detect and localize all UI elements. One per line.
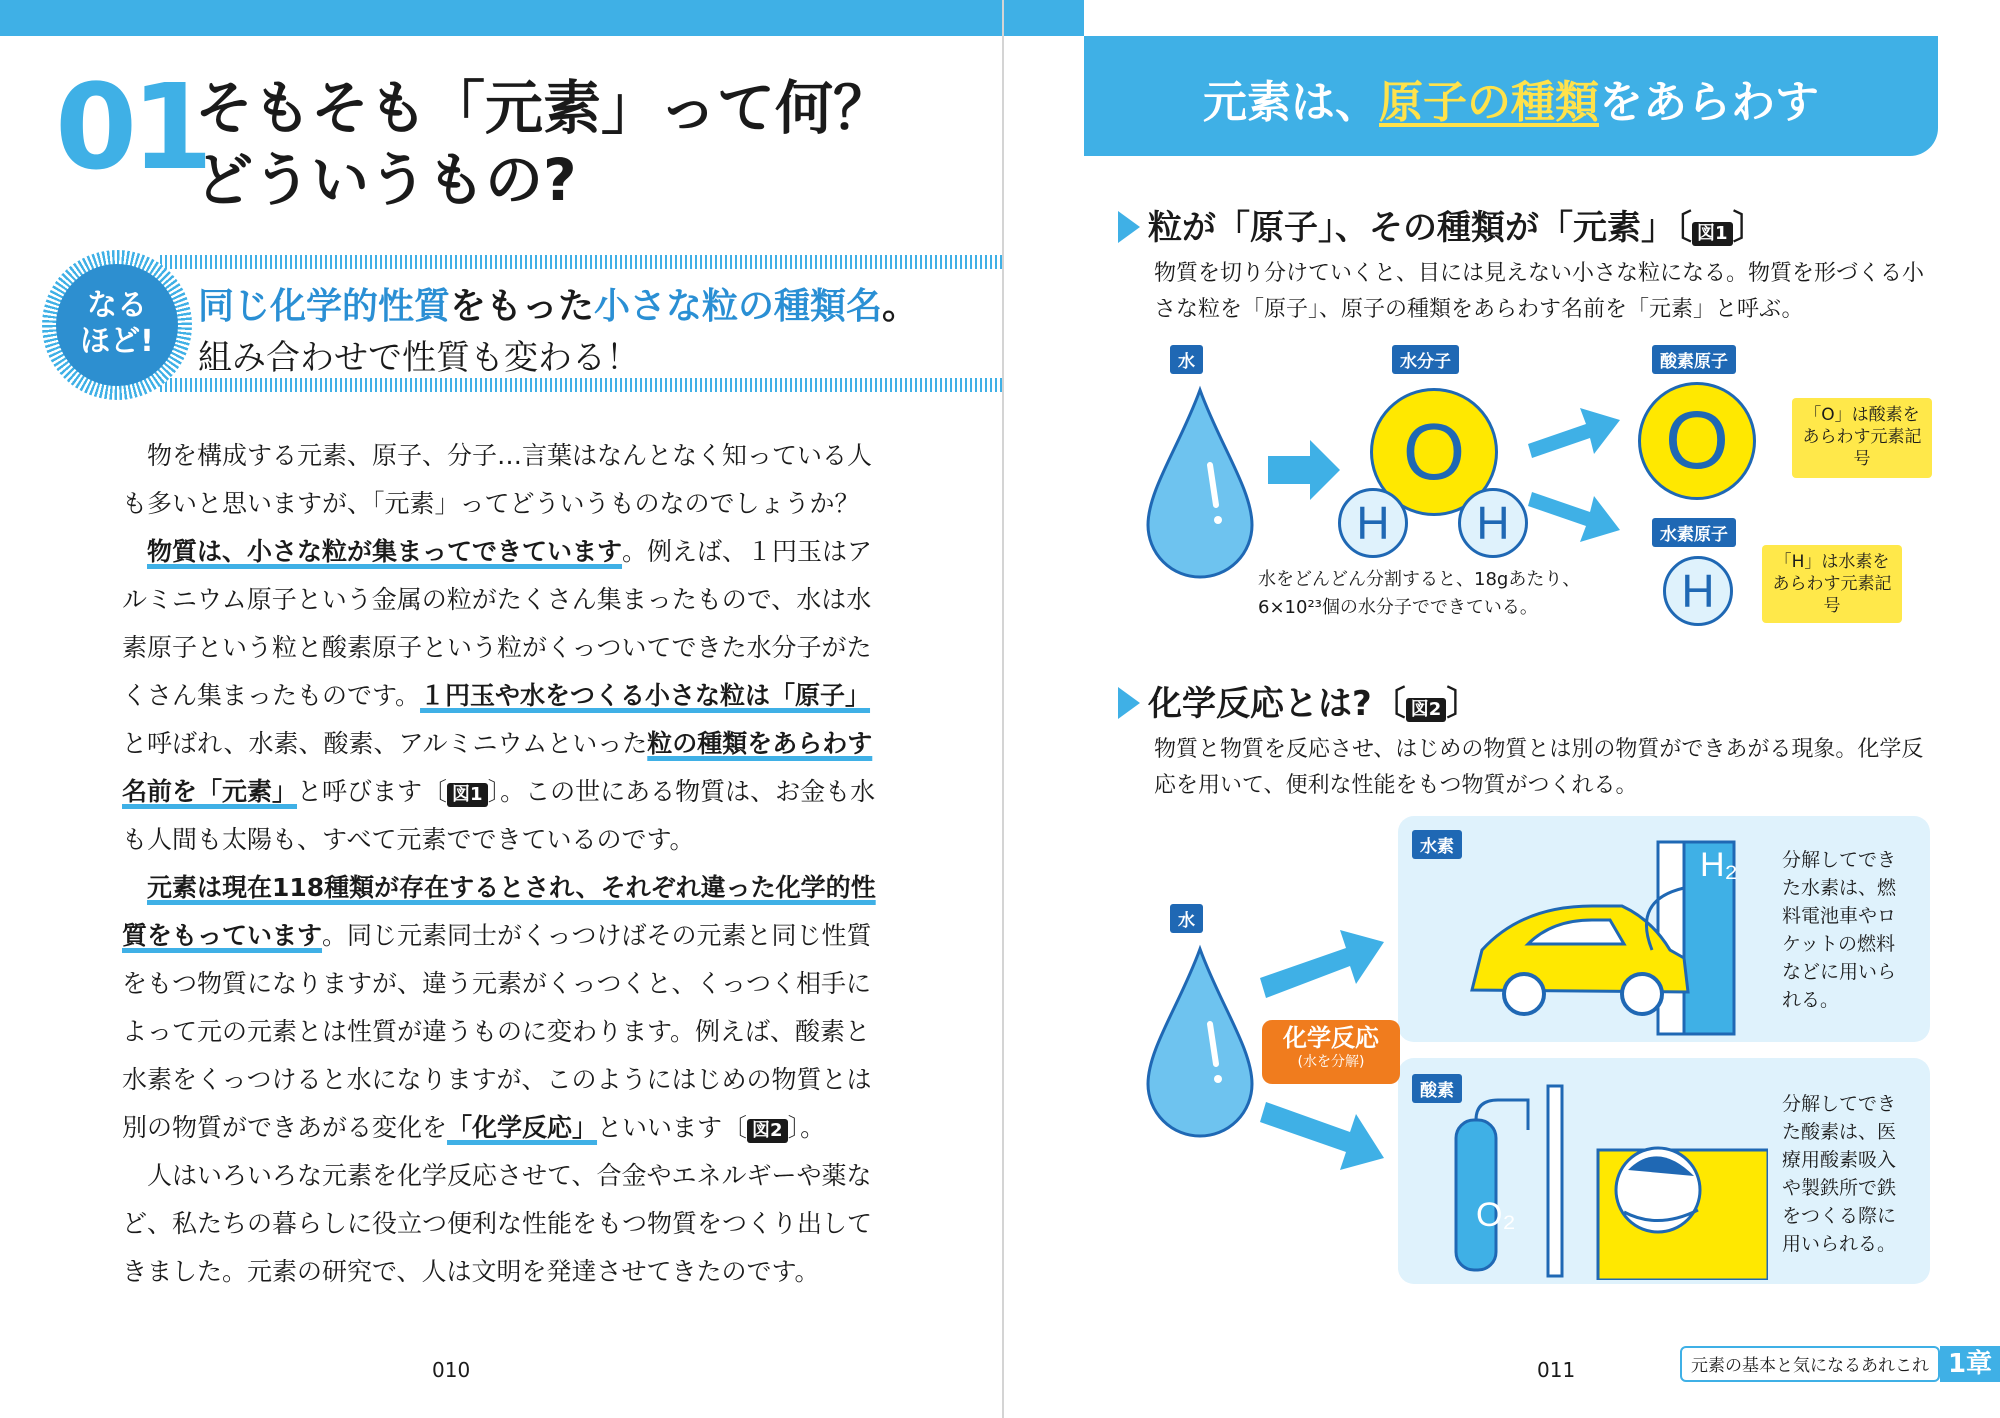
section-1-ref: 図1 (1692, 222, 1733, 246)
oxygen-atom-icon: O (1638, 382, 1756, 500)
tag-water-molecule: 水分子 (1392, 345, 1459, 374)
hydrogen-atom-icon: H (1458, 488, 1528, 558)
arrow-right-icon (1268, 440, 1340, 500)
section-2-ref: 図2 (1406, 698, 1447, 722)
text-run: 〕。この世にある物質は、お金も水も人間も太陽も、すべて元素でできているのです。 (122, 777, 876, 854)
tag-water-2: 水 (1170, 904, 1203, 933)
section-number: 01 (55, 58, 208, 196)
lead-line-1 (198, 278, 918, 329)
arrow-down-right-icon (1528, 490, 1620, 550)
reaction-subtitle: (水を分解) (1297, 1054, 1365, 1070)
caption-line-1: 水をどんどん分割すると、18gあたり、 (1258, 569, 1581, 590)
top-color-bar (0, 0, 1004, 36)
oxygen-atom-icon: O (1370, 388, 1498, 516)
paragraph-3 (122, 864, 892, 1152)
arrow-up-right-icon (1260, 924, 1384, 1000)
arrow-up-right-icon (1528, 400, 1620, 460)
banner-text-1: 元素は、 (1203, 77, 1379, 128)
water-drop-icon (1140, 385, 1260, 585)
triangle-icon (1118, 211, 1140, 243)
running-head: 元素の基本と気になるあれこれ (1680, 1346, 1940, 1382)
emphasis: 「化学反応」 (447, 1113, 598, 1142)
lead-line-2: 組み合わせで性質も変わる！ (198, 338, 640, 378)
figure-ref-2: 図2 (747, 1119, 788, 1143)
emphasis: 元素は現在118種類が存在するとされ、それぞれ違った化学的性質をもっています (122, 873, 876, 950)
lead-stripe-bottom (160, 378, 1002, 392)
page-title (195, 72, 891, 216)
title-line-2: どういうもの? (195, 146, 577, 214)
triangle-icon (1118, 687, 1140, 719)
tag-hydrogen-atom: 水素原子 (1652, 518, 1736, 547)
page-number-left: 010 (432, 1358, 471, 1382)
section-2-title: 化学反応とは? (1148, 684, 1372, 724)
tag-water: 水 (1170, 345, 1203, 374)
top-color-bar-right (1004, 0, 1084, 36)
oxygen-use-note: 分解してできた酸素は、医療用酸素吸入や製鉄所で鉄をつくる際に用いられる。 (1782, 1093, 1897, 1255)
text-run: 。例えば、１円玉はアルミニウム原子という金属の粒がたくさん集まったもので、水は水素原子という粒と酸素原子という粒がくっついてできた水分子がたくさん集まったものです。 (122, 537, 873, 710)
page-spine (1002, 0, 1004, 1418)
lead-text-1: をもった (450, 286, 595, 327)
arrow-down-right-icon (1260, 1100, 1384, 1176)
naruhodo-badge (42, 250, 192, 400)
text-run: 。同じ元素同士がくっつけばその元素と同じ性質をもつ物質になりますが、違う元素がくっつくと、くっつく相手によって元の元素とは性質が違うものに変わります。例えば、酸素と水素をくっつけると水になりますが、このようにはじめの物質とは別の物質ができあがる変化を (122, 921, 872, 1142)
badge-line-2: ほど! (80, 324, 154, 359)
section-1-heading: 粒が「原子」、その種類が「元素」〔 図1 〕 (1118, 200, 1767, 249)
banner-title (1084, 66, 1938, 130)
note-hydrogen-symbol: 「H」は水素をあらわす元素記号 (1762, 545, 1902, 623)
lead-text-2: 。 (882, 286, 919, 327)
page-number-right: 011 (1537, 1358, 1576, 1382)
section-1-desc: 物質を切り分けていくと、目には見えない小さな粒になる。物質を形づくる小さな粒を「原子」、原子の種類をあらわす名前を「元素」と呼ぶ。 (1154, 261, 1925, 322)
badge-line-1: なる (87, 288, 147, 323)
text-run: 〕。 (787, 1113, 826, 1142)
section-2-heading: 化学反応とは?〔 図2 〕 (1118, 676, 1480, 725)
banner-text-2: をあらわす (1599, 77, 1819, 128)
chemical-reaction-label (1262, 1020, 1400, 1084)
figure-1-caption (1258, 566, 1580, 622)
o2-label: O₂ (1476, 1196, 1516, 1234)
paragraph-2 (122, 528, 892, 864)
reaction-title: 化学反応 (1283, 1024, 1379, 1052)
chapter-tab: 1章 (1940, 1346, 2000, 1382)
water-drop-icon (1140, 944, 1260, 1144)
oxygen-supply-icon (1448, 1080, 1768, 1280)
h2-label: H₂ (1700, 846, 1738, 884)
banner-highlight: 原子の種類 (1379, 77, 1599, 128)
title-line-1: そもそも「元素」って何？ (195, 74, 892, 142)
emphasis: １円玉や水をつくる小さな粒は「原子」 (420, 681, 871, 710)
paragraph-1: 物を構成する元素、原子、分子…言葉はなんとなく知っている人も多いと思いますが、「元素」ってどういうものなのでしょうか？ (122, 441, 873, 518)
text-run: と呼びます〔 (297, 777, 448, 806)
emphasis: 粒の種類をあらわす名前を「元素」 (122, 729, 873, 806)
body-text (122, 432, 892, 1296)
tag-oxygen-atom: 酸素原子 (1652, 345, 1736, 374)
section-2-desc: 物質と物質を反応させ、はじめの物質とは別の物質ができあがる現象。化学反応を用いて、便利な性能をもつ物質がつくれる。 (1154, 737, 1924, 798)
section-1-title: 粒が「原子」、その種類が「元素」 (1148, 208, 1675, 248)
hydrogen-atom-icon: H (1338, 488, 1408, 558)
emphasis: 物質は、小さな粒が集まってできています (147, 537, 623, 566)
paragraph-4: 人はいろいろな元素を化学反応させて、合金やエネルギーや薬など、私たちの暮らしに役立つ便利な性能をもつ物質をつくり出してきました。元素の研究で、人は文明を発達させてきたのです。 (122, 1161, 873, 1286)
tag-hydrogen: 水素 (1412, 830, 1462, 859)
lead-stripe-top (160, 255, 1002, 269)
hydrogen-use-note: 分解してできた水素は、燃料電池車やロケットの燃料などに用いられる。 (1782, 849, 1897, 1011)
hydrogen-atom-icon: H (1663, 556, 1733, 626)
text-run: といいます〔 (597, 1113, 748, 1142)
note-oxygen-symbol: 「O」は酸素をあらわす元素記号 (1792, 398, 1932, 478)
caption-line-2: 6×10²³個の水分子でできている。 (1258, 597, 1538, 618)
tag-oxygen: 酸素 (1412, 1074, 1462, 1103)
text-run: と呼ばれ、水素、酸素、アルミニウムといった (122, 729, 648, 758)
figure-ref-1: 図1 (447, 783, 488, 807)
naruhodo-badge-inner (56, 264, 178, 386)
lead-highlight-2: 小さな粒の種類名 (594, 286, 883, 327)
lead-highlight-1: 同じ化学的性質 (198, 286, 451, 327)
